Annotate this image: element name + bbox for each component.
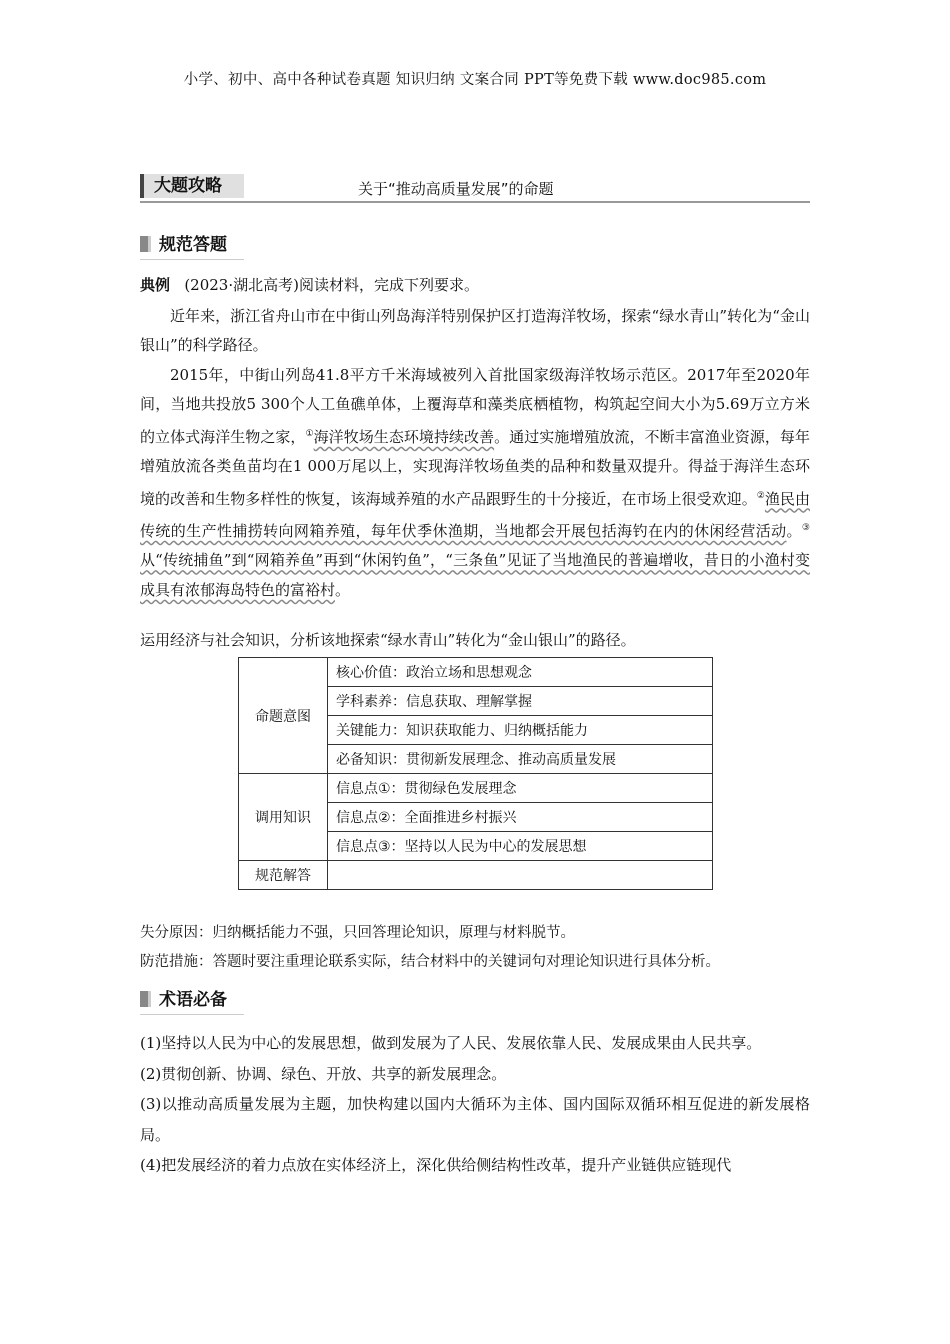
term-item: (3)以推动高质量发展为主题，加快构建以国内大循环为主体、国内国际双循环相互促进的新发展格局。 (140, 1095, 810, 1144)
section-marker-icon (140, 991, 151, 1007)
term-item: (2)贯彻创新、协调、绿色、开放、共享的新发展理念。 (140, 1064, 507, 1083)
section-marker-icon (140, 236, 151, 252)
term-item: (4)把发展经济的着力点放在实体经济上，深化供给侧结构性改革，提升产业链供应链现代 (140, 1156, 732, 1174)
analysis-table (238, 657, 713, 890)
para-text: 。 (335, 580, 351, 599)
section-heading (140, 233, 244, 260)
row-label: 命题意图 (239, 658, 328, 774)
page-header: 小学、初中、高中各种试卷真题 知识归纳 文案合同 PPT等免费下载 www.doc985.com (183, 72, 767, 88)
divider (140, 201, 810, 203)
material-para-1: 近年来，浙江省舟山市在中街山列岛海洋特别保护区打造海洋牧场，探索“绿水青山”转化为“金山银山”的科学路径。 (140, 307, 810, 355)
loss-reason: 失分原因：归纳概括能力不强，只回答理论知识，原理与材料脱节。 (140, 925, 575, 941)
example-tag: 典例 (140, 276, 171, 294)
example-text: (2023·湖北高考)阅读材料，完成下列要求。 (184, 276, 479, 294)
section-heading (140, 988, 244, 1015)
banner-title: 关于“推动高质量发展”的命题 (358, 180, 554, 198)
cell: 信息点①：贯彻绿色发展理念 (328, 774, 713, 803)
cell: 关键能力：知识获取能力、归纳概括能力 (328, 716, 713, 745)
marker: ① (305, 428, 314, 439)
cell: 必备知识：贯彻新发展理念、推动高质量发展 (328, 745, 713, 774)
cell: 学科素养：信息获取、理解掌握 (328, 687, 713, 716)
underlined-text: 海洋牧场生态环境持续改善 (313, 427, 495, 446)
question: 运用经济与社会知识，分析该地探索“绿水青山”转化为“金山银山”的路径。 (140, 631, 636, 649)
example-line (140, 271, 810, 300)
marker: ③ (801, 523, 810, 534)
cell: 信息点②：全面推进乡村振兴 (328, 803, 713, 832)
marker: ② (756, 490, 765, 501)
row-label: 规范解答 (239, 861, 328, 890)
banner-label: 大题攻略 (140, 174, 244, 198)
para-text: 。 (786, 522, 802, 541)
row-label: 调用知识 (239, 774, 328, 861)
underlined-text: 渔民由传统的生产性捕捞转向网箱养殖，每年伏季休渔期，当地都会开展包括海钓在内的休闲经营活动 (140, 489, 810, 541)
para-text: 2015年，中街山列岛41.8平方千米海域被列入首批国家级海洋牧场示范区。2017年至2020年间，当地共投放5 300个人工鱼礁单体，上覆海草和藻类底栖植物，构筑起空间大小为5.69万立方米的立体式海洋生物之家， (140, 366, 810, 446)
prevention: 防范措施：答题时要注重理论联系实际，结合材料中的关键词句对理论知识进行具体分析。 (140, 954, 720, 970)
underlined-text: 从“传统捕鱼”到“网箱养鱼”再到“休闲钓鱼”，“三条鱼”见证了当地渔民的普遍增收，昔日的小渔村变成具有浓郁海岛特色的富裕村 (140, 551, 810, 599)
terms-list (140, 1028, 810, 1181)
term-item: (1)坚持以人民为中心的发展思想，做到发展为了人民、发展依靠人民、发展成果由人民共享。 (140, 1034, 762, 1052)
section-title: 术语必备 (159, 990, 227, 1010)
section-title: 规范答题 (159, 235, 227, 255)
material-para-2 (140, 361, 810, 605)
answer-cell (328, 861, 713, 890)
cell: 核心价值：政治立场和思想观念 (328, 658, 713, 687)
para-text: 。通过实施增殖放流，不断丰富渔业资源，每年增殖放流各类鱼苗均在1 000万尾以上，实现海洋牧场鱼类的品种和数量双提升。得益于海洋生态环境的改善和生物多样性的恢复，该海域养殖的水产品跟野生的十分接近，在市场上很受欢迎。 (140, 427, 810, 508)
cell: 信息点③：坚持以人民为中心的发展思想 (328, 832, 713, 861)
